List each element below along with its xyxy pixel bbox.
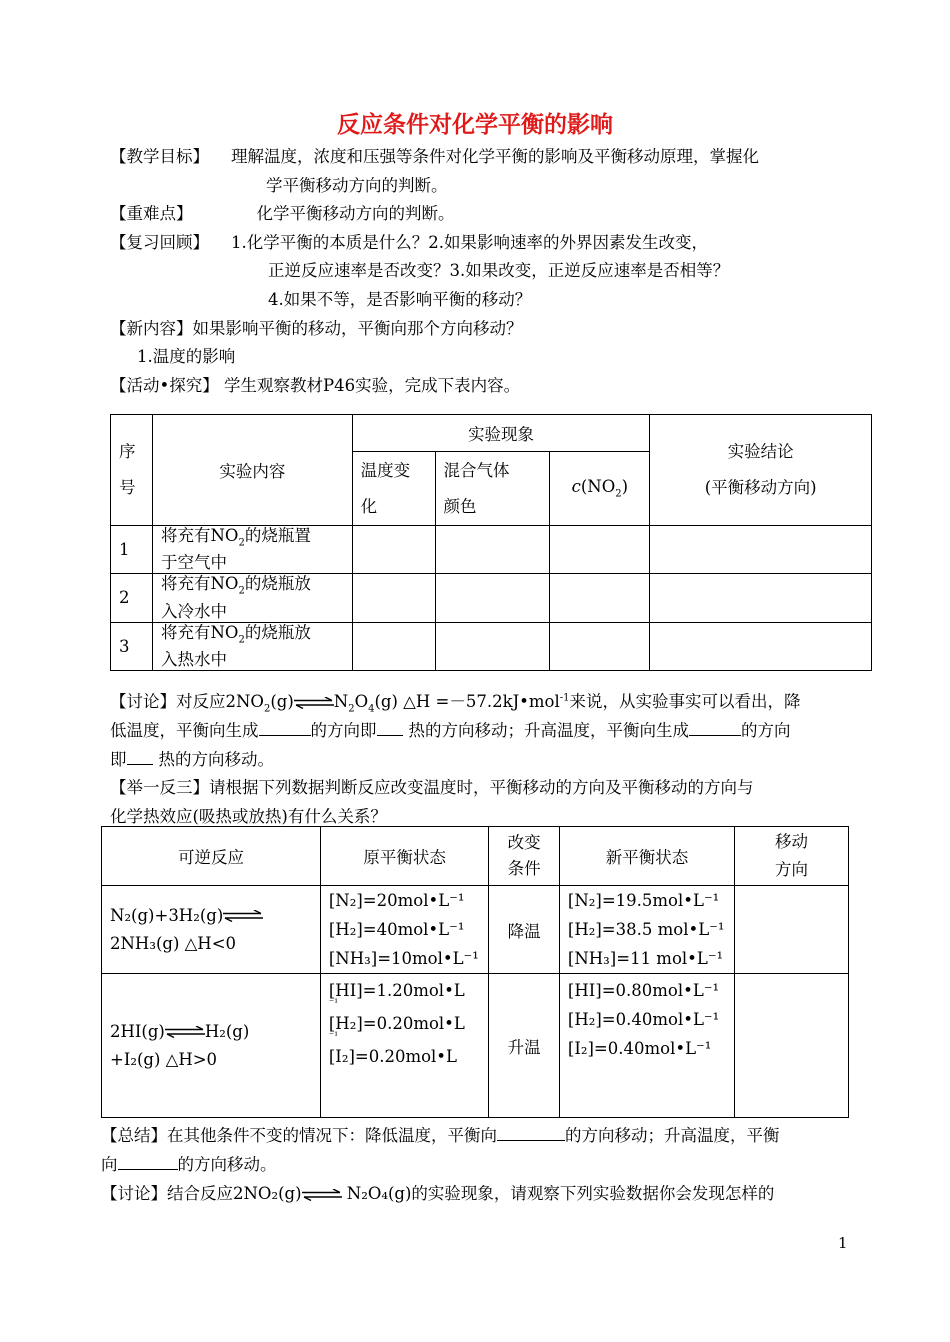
discussion-text: (g) △H =－57.2kJ•mol [374, 692, 560, 711]
reaction-cell [102, 886, 321, 974]
header-gas-color-1: 混合气体 [443, 460, 510, 480]
discussion-line-2 [110, 717, 791, 741]
row-content-b: 的烧瓶放 [244, 574, 311, 594]
reaction-text: H₂(g) [204, 1021, 250, 1041]
empty-cell [550, 574, 650, 622]
equilibrium-arrow-icon [223, 910, 263, 922]
extend-line-2: 化学热效应(吸热或放热)有什么关系？ [110, 807, 387, 826]
page-number: 1 [838, 1234, 848, 1252]
concentration: [N₂]=19.5mol•L⁻¹ [567, 891, 720, 910]
row-content [152, 574, 352, 622]
table-row [111, 622, 872, 670]
discussion-text: 【讨论】结合反应2NO₂(g) [101, 1184, 302, 1203]
direction-cell[interactable] [734, 974, 848, 1118]
review-text-2: 正逆反应速率是否改变？3.如果改变，正逆反应速率是否相等？ [268, 261, 730, 280]
summary-text: 的方向移动。 [177, 1155, 277, 1174]
concentration-unit-wrap: ⁻¹ [328, 1031, 339, 1042]
row-content-a: 将充有NO [160, 574, 239, 594]
concentration: [H₂]=40mol•L⁻¹ [328, 920, 465, 939]
reaction-text: 2NH₃(g) △H<0 [110, 933, 237, 953]
review-line-1 [110, 229, 708, 253]
discussion-sub: 2 [263, 703, 271, 715]
empty-cell [550, 526, 650, 574]
objective-line-1 [110, 143, 759, 167]
reaction-text: 2HI(g) [110, 1021, 165, 1041]
row-num: 1 [111, 526, 153, 574]
empty-cell [550, 622, 650, 670]
table-row [111, 526, 872, 574]
concentration: [HI]=0.80mol•L⁻¹ [567, 981, 720, 1000]
empty-cell [352, 526, 435, 574]
row-content-a: 将充有NO [160, 526, 239, 545]
header-conc-end: ) [621, 477, 629, 497]
discussion-line-1 [110, 688, 801, 714]
concentration: [I₂]=0.20mol•L [328, 1047, 457, 1066]
concentration: [NH₃]=10mol•L⁻¹ [328, 949, 479, 968]
row-content-c: 入热水中 [160, 649, 227, 669]
discussion-sup: -1 [559, 692, 570, 704]
temperature-section-heading: 1.温度的影响 [137, 347, 236, 366]
reaction-text: +I₂(g) △H>0 [110, 1049, 218, 1069]
objective-text-2: 学平衡移动方向的判断。 [266, 176, 448, 195]
header-conclusion [650, 415, 872, 526]
equilibrium-arrow-icon [165, 1026, 205, 1038]
fill-blank[interactable] [377, 734, 403, 736]
row-content-b: 的烧瓶置 [244, 526, 311, 545]
header-conc-c: c [571, 477, 581, 497]
equilibrium-arrow-icon [302, 1189, 342, 1201]
discussion-text: 的方向 [741, 721, 791, 740]
header-temp-change-1: 温度变 [360, 460, 411, 480]
header-conclusion-2: (平衡移动方向) [704, 478, 817, 497]
review-label: 【复习回顾】 [110, 233, 209, 252]
discussion-text: 热的方向移动；升高温度，平衡向生成 [408, 721, 689, 740]
header-temp-change-2: 化 [360, 496, 378, 516]
concentration: [NH₃]=11 mol•L⁻¹ [567, 949, 724, 968]
row-content [152, 526, 352, 574]
keypoint-text: 化学平衡移动方向的判断。 [256, 204, 455, 223]
summary-line-2 [101, 1151, 277, 1175]
condition-cell: 降温 [489, 886, 560, 974]
discussion-sub: 2 [348, 703, 355, 715]
header-direction-2: 方向 [774, 860, 808, 879]
header-phenomenon: 实验现象 [352, 415, 650, 452]
original-state-cell [320, 886, 488, 974]
header-direction-1: 移动 [774, 832, 808, 851]
header-conc-sub: 2 [615, 488, 622, 500]
discussion-text: 的方向即 [310, 721, 377, 740]
row-content [152, 622, 352, 670]
empty-cell [352, 622, 435, 670]
equilibrium-arrow-icon [294, 697, 334, 709]
header-index-2: 号 [119, 478, 136, 497]
fill-blank[interactable] [689, 734, 741, 736]
new-state-cell [559, 886, 734, 974]
review-text-1: 1.化学平衡的本质是什么？2.如果影响速率的外界因素发生改变， [231, 233, 708, 252]
summary-text: 【总结】在其他条件不变的情况下：降低温度，平衡向 [101, 1126, 497, 1145]
header-original-state: 原平衡状态 [320, 827, 488, 886]
header-conc-rest: (NO [580, 477, 616, 497]
fill-blank[interactable] [127, 763, 153, 765]
header-temp-change [352, 452, 435, 526]
header-concentration [550, 452, 650, 526]
discussion-text: 【讨论】对反应2NO [110, 692, 264, 711]
header-condition [489, 827, 560, 886]
new-content-line: 【新内容】如果影响平衡的移动，平衡向那个方向移动？ [110, 319, 523, 338]
discussion-text: (g) [270, 692, 294, 711]
header-index-1: 序 [119, 442, 136, 461]
empty-cell [435, 574, 550, 622]
header-content: 实验内容 [152, 415, 352, 526]
discussion-text: 即 [110, 750, 127, 769]
concentration: [H₂]=0.40mol•L⁻¹ [567, 1010, 720, 1029]
row-content-sub: 2 [238, 633, 245, 645]
row-content-c: 于空气中 [160, 553, 227, 573]
review-text-3: 4.如果不等，是否影响平衡的移动？ [268, 290, 532, 309]
header-reaction: 可逆反应 [102, 827, 321, 886]
header-index [111, 415, 153, 526]
row-content-b: 的烧瓶放 [244, 622, 311, 642]
row-content-sub: 2 [238, 537, 245, 549]
header-direction [734, 827, 848, 886]
header-conclusion-1: 实验结论 [727, 442, 794, 461]
extend-line-1: 【举一反三】请根据下列数据判断反应改变温度时，平衡移动的方向及平衡移动的方向与 [110, 778, 754, 797]
row-content-sub: 2 [238, 585, 245, 597]
reaction-cell [102, 974, 321, 1118]
header-condition-2: 条件 [507, 859, 541, 878]
empty-cell [435, 622, 550, 670]
row-num: 3 [111, 622, 153, 670]
empty-cell [435, 526, 550, 574]
summary-text: 的方向移动；升高温度，平衡 [565, 1126, 780, 1145]
discussion-text: 热的方向移动。 [158, 750, 274, 769]
discussion-sub: 4 [368, 703, 375, 715]
table-row [102, 974, 849, 1118]
discussion-text: 来说，从实验事实可以看出，降 [569, 692, 801, 711]
concentration: [HI]=1.20mol•L [328, 981, 465, 1000]
original-state-cell [320, 974, 488, 1118]
table-row [111, 574, 872, 622]
experiment-table [110, 414, 872, 671]
equilibrium-data-table [101, 826, 849, 1118]
objective-text-1: 理解温度，浓度和压强等条件对化学平衡的影响及平衡移动原理，掌握化 [231, 147, 759, 166]
header-gas-color-2: 颜色 [443, 496, 477, 516]
empty-cell [650, 622, 872, 670]
empty-cell [650, 574, 872, 622]
header-gas-color [435, 452, 550, 526]
concentration: [H₂]=0.20mol•L [328, 1014, 465, 1033]
objective-label: 【教学目标】 [110, 147, 209, 166]
keypoint-label: 【重难点】 [110, 204, 193, 223]
fill-blank[interactable] [497, 1139, 565, 1141]
condition-cell: 升温 [489, 974, 560, 1118]
header-new-state: 新平衡状态 [559, 827, 734, 886]
new-state-cell [559, 974, 734, 1118]
row-content-c: 入冷水中 [160, 601, 227, 621]
discussion-text: N [333, 692, 349, 711]
fill-blank[interactable] [118, 1168, 178, 1170]
concentration-unit-wrap: ⁻¹ [328, 998, 339, 1009]
row-content-a: 将充有NO [160, 622, 239, 642]
fill-blank[interactable] [259, 734, 311, 736]
header-condition-1: 改变 [507, 833, 541, 852]
reaction-text: N₂(g)+3H₂(g) [110, 905, 224, 925]
empty-cell [650, 526, 872, 574]
summary-line-1 [101, 1122, 780, 1146]
direction-cell[interactable] [734, 886, 848, 974]
concentration: [H₂]=38.5 mol•L⁻¹ [567, 920, 725, 939]
activity-line: 【活动•探究】 学生观察教材P46实验，完成下表内容。 [110, 376, 521, 395]
discussion-text: O [354, 692, 369, 711]
empty-cell [352, 574, 435, 622]
concentration: [I₂]=0.40mol•L⁻¹ [567, 1039, 712, 1058]
page-title: 反应条件对化学平衡的影响 [337, 112, 613, 138]
discussion-text: 低温度，平衡向生成 [110, 721, 259, 740]
table-row [102, 886, 849, 974]
summary-text: 向 [101, 1155, 118, 1174]
row-num: 2 [111, 574, 153, 622]
keypoint-line [110, 200, 455, 224]
discussion-text: N₂O₄(g)的实验现象，请观察下列实验数据你会发现怎样的 [341, 1184, 775, 1203]
concentration: [N₂]=20mol•L⁻¹ [328, 891, 465, 910]
discussion2-line [101, 1180, 774, 1204]
discussion-line-3 [110, 746, 274, 770]
